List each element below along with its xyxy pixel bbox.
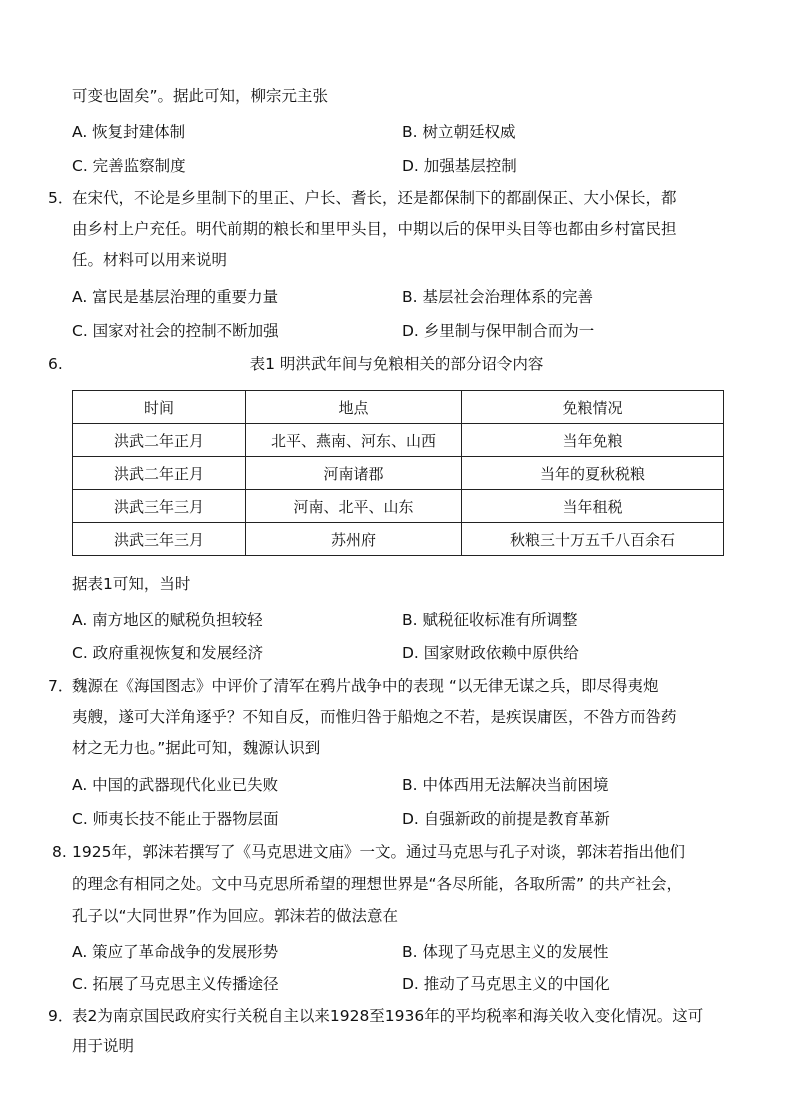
q4-option-d[interactable]: D. 加强基层控制 bbox=[402, 157, 517, 175]
table-1-caption: 表1 明洪武年间与免粮相关的部分诏令内容 bbox=[249, 355, 544, 373]
table-row bbox=[73, 490, 724, 523]
q8-number: 8. bbox=[52, 843, 67, 861]
table-cell: 苏州府 bbox=[246, 523, 462, 556]
table-cell: 河南、北平、山东 bbox=[246, 490, 462, 523]
table-row bbox=[73, 457, 724, 490]
q5-option-d[interactable]: D. 乡里制与保甲制合而为一 bbox=[402, 322, 595, 340]
table-cell: 洪武三年三月 bbox=[73, 523, 246, 556]
q8-option-b[interactable]: B. 体现了马克思主义的发展性 bbox=[402, 943, 609, 961]
table-cell: 当年免粮 bbox=[462, 424, 724, 457]
q5-stem-line-3: 任。材料可以用来说明 bbox=[72, 251, 228, 269]
q7-option-d[interactable]: D. 自强新政的前提是教育革新 bbox=[402, 810, 610, 828]
q7-number: 7． bbox=[48, 677, 74, 695]
table-row bbox=[73, 424, 724, 457]
table-cell: 洪武三年三月 bbox=[73, 490, 246, 523]
q7-stem-line-3: 材之无力也。”据此可知，魏源认识到 bbox=[72, 739, 321, 757]
q7-stem-line-1: 魏源在《海国图志》中评价了清军在鸦片战争中的表现 “以无律无谋之兵，即尽得夷炮 bbox=[72, 677, 659, 695]
q8-option-a[interactable]: A. 策应了革命战争的发展形势 bbox=[72, 943, 279, 961]
table-1 bbox=[72, 390, 724, 556]
table-cell: 河南诸郡 bbox=[246, 457, 462, 490]
q8-stem-line-1: 1925年，郭沫若撰写了《马克思进文庙》一文。通过马克思与孔子对谈，郭沫若指出他们 bbox=[72, 843, 685, 861]
table-cell: 秋粮三十万五千八百余石 bbox=[462, 523, 724, 556]
q7-option-c[interactable]: C. 师夷长技不能止于器物层面 bbox=[72, 810, 279, 828]
table-row bbox=[73, 523, 724, 556]
q6-stem: 据表1可知，当时 bbox=[72, 575, 191, 593]
q5-option-c[interactable]: C. 国家对社会的控制不断加强 bbox=[72, 322, 279, 340]
q9-number: 9． bbox=[48, 1007, 74, 1025]
q6-option-a[interactable]: A. 南方地区的赋税负担较轻 bbox=[72, 611, 263, 629]
table-cell: 洪武二年正月 bbox=[73, 457, 246, 490]
q4-option-b[interactable]: B. 树立朝廷权威 bbox=[402, 123, 516, 141]
q9-stem-line-2: 用于说明 bbox=[72, 1037, 135, 1055]
q7-option-a[interactable]: A. 中国的武器现代化业已失败 bbox=[72, 776, 279, 794]
q8-stem-line-2: 的理念有相同之处。文中马克思所希望的理想世界是“各尽所能，各取所需” 的共产社会， bbox=[72, 875, 682, 893]
q5-number: 5． bbox=[48, 189, 74, 207]
q4-stem-tail: 可变也固矣”。据此可知，柳宗元主张 bbox=[72, 87, 329, 105]
q5-stem-line-2: 由乡村上户充任。明代前期的粮长和里甲头目，中期以后的保甲头目等也都由乡村富民担 bbox=[72, 220, 677, 238]
q8-option-d[interactable]: D. 推动了马克思主义的中国化 bbox=[402, 975, 610, 993]
q6-option-c[interactable]: C. 政府重视恢复和发展经济 bbox=[72, 644, 264, 662]
q8-option-c[interactable]: C. 拓展了马克思主义传播途径 bbox=[72, 975, 279, 993]
q5-stem-line-1: 在宋代，不论是乡里制下的里正、户长、耆长，还是都保制下的都副保正、大小保长，都 bbox=[72, 189, 677, 207]
q5-option-a[interactable]: A. 富民是基层治理的重要力量 bbox=[72, 288, 279, 306]
q6-number: 6. bbox=[48, 355, 63, 373]
table-cell: 洪武二年正月 bbox=[73, 424, 246, 457]
q9-stem-line-1: 表2为南京国民政府实行关税自主以来1928至1936年的平均税率和海关收入变化情况。这可 bbox=[72, 1007, 704, 1025]
table-header-cell: 免粮情况 bbox=[462, 391, 724, 424]
q7-stem-line-2: 夷艘，遂可大洋角逐乎？不知自反，而惟归咎于船炮之不若，是疾误庸医，不咎方而咎药 bbox=[72, 708, 677, 726]
q4-option-a[interactable]: A. 恢复封建体制 bbox=[72, 123, 186, 141]
q8-stem-line-3: 孔子以“大同世界”作为回应。郭沫若的做法意在 bbox=[72, 907, 399, 925]
q6-option-b[interactable]: B. 赋税征收标准有所调整 bbox=[402, 611, 578, 629]
q7-option-b[interactable]: B. 中体西用无法解决当前困境 bbox=[402, 776, 609, 794]
q4-option-c[interactable]: C. 完善监察制度 bbox=[72, 157, 186, 175]
table-cell: 当年的夏秋税粮 bbox=[462, 457, 724, 490]
table-header-cell: 时间 bbox=[73, 391, 246, 424]
table-cell: 北平、燕南、河东、山西 bbox=[246, 424, 462, 457]
table-cell: 当年租税 bbox=[462, 490, 724, 523]
table-header-cell: 地点 bbox=[246, 391, 462, 424]
q6-option-d[interactable]: D. 国家财政依赖中原供给 bbox=[402, 644, 579, 662]
table-header-row bbox=[73, 391, 724, 424]
q5-option-b[interactable]: B. 基层社会治理体系的完善 bbox=[402, 288, 593, 306]
